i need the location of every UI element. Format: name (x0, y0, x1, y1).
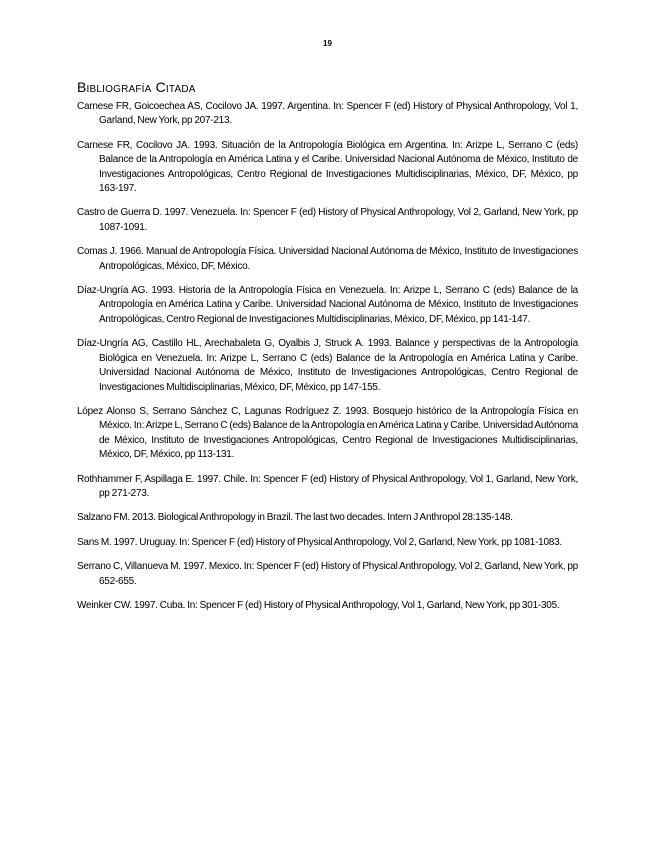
reference-list (77, 100, 578, 623)
page-number: 19 (323, 39, 332, 48)
reference-item: Salzano FM. 2013. Biological Anthropology in Brazil. The last two decades. Intern J Anthropol 28:135-148. (77, 512, 513, 524)
reference-item: Rothhammer F, Aspillaga E. 1997. Chile. In: Spencer F (ed) History of Physical Anthropology, Vol 1, Garland, New York, pp 271-273. (77, 473, 578, 499)
reference-item: Castro de Guerra D. 1997. Venezuela. In: Spencer F (ed) History of Physical Anthropology, Vol 2, Garland, New York, pp 1087-1091. (77, 207, 578, 233)
reference-item: Sans M. 1997. Uruguay. In: Spencer F (ed) History of Physical Anthropology, Vol 2, Garland, New York, pp 1081-1083. (77, 536, 562, 548)
reference-item: Carnese FR, Goicoechea AS, Cocilovo JA. 1997. Argentina. In: Spencer F (ed) History of Physical Anthropology, Vol 1, Garland, New York, pp 207-213. (77, 101, 578, 127)
reference-item: Serrano C, Villanueva M. 1997. Mexico. In: Spencer F (ed) History of Physical Anthropology, Vol 2, Garland, New York, pp 652-655. (77, 561, 578, 587)
reference-item: López Alonso S, Serrano Sánchez C, Lagunas Rodríguez Z. 1993. Bosquejo histórico de la Antropología Física en México. In: Arizpe L, Serrano C (eds) Balance de la Antropología en América Latina y Caribe. Universidad Autónoma de México, Instituto de Investigaciones Antropológicas, Centro Regional de Investigaciones Multidisciplinarias, México, DF, México, pp 113-131. (77, 405, 578, 461)
reference-item: Comas J. 1966. Manual de Antropología Física. Universidad Nacional Autónoma de México, Instituto de Investigaciones Antropológicas, México, DF, México. (77, 246, 578, 272)
reference-item: Weinker CW. 1997. Cuba. In: Spencer F (ed) History of Physical Anthropology, Vol 1, Garland, New York, pp 301-305. (77, 599, 560, 611)
section-heading: Bibliografía Citada (77, 79, 196, 95)
reference-item: Carnese FR, Cocilovo JA. 1993. Situación de la Antropología Biológica em Argentina. In: Arizpe L, Serrano C (eds) Balance de la Antropología en América Latina y el Caribe. Universidad Nacional Autónoma de México, Instituto de Investigaciones Antropológicas, Centro Regional de Investigaciones Multidisciplinarias, México, DF, México, pp 163-197. (77, 139, 578, 195)
reference-item: Díaz-Ungría AG, Castillo HL, Arechabaleta G, Oyalbis J, Struck A. 1993. Balance y perspectivas de la Antropología Biológica en Venezuela. In: Arizpe L, Serrano C (eds) Balance de la Antropología en América Latina y Caribe. Universidad Nacional Autónoma de México, Instituto de Investigaciones Antropológicas, Centro Regional de Investigaciones Multidisciplinarias, México, DF, México, pp 147-155. (77, 338, 578, 393)
reference-item: Díaz-Ungría AG. 1993. Historia de la Antropología Física en Venezuela. In: Arizpe L, Serrano C (eds) Balance de la Antropología en América Latina y Caribe. Universidad Nacional Autónoma de México, Instituto de Investigaciones Antropológicas, Centro Regional de Investigaciones Multidisciplinarias, México, DF, México, pp 141-147. (77, 285, 578, 325)
